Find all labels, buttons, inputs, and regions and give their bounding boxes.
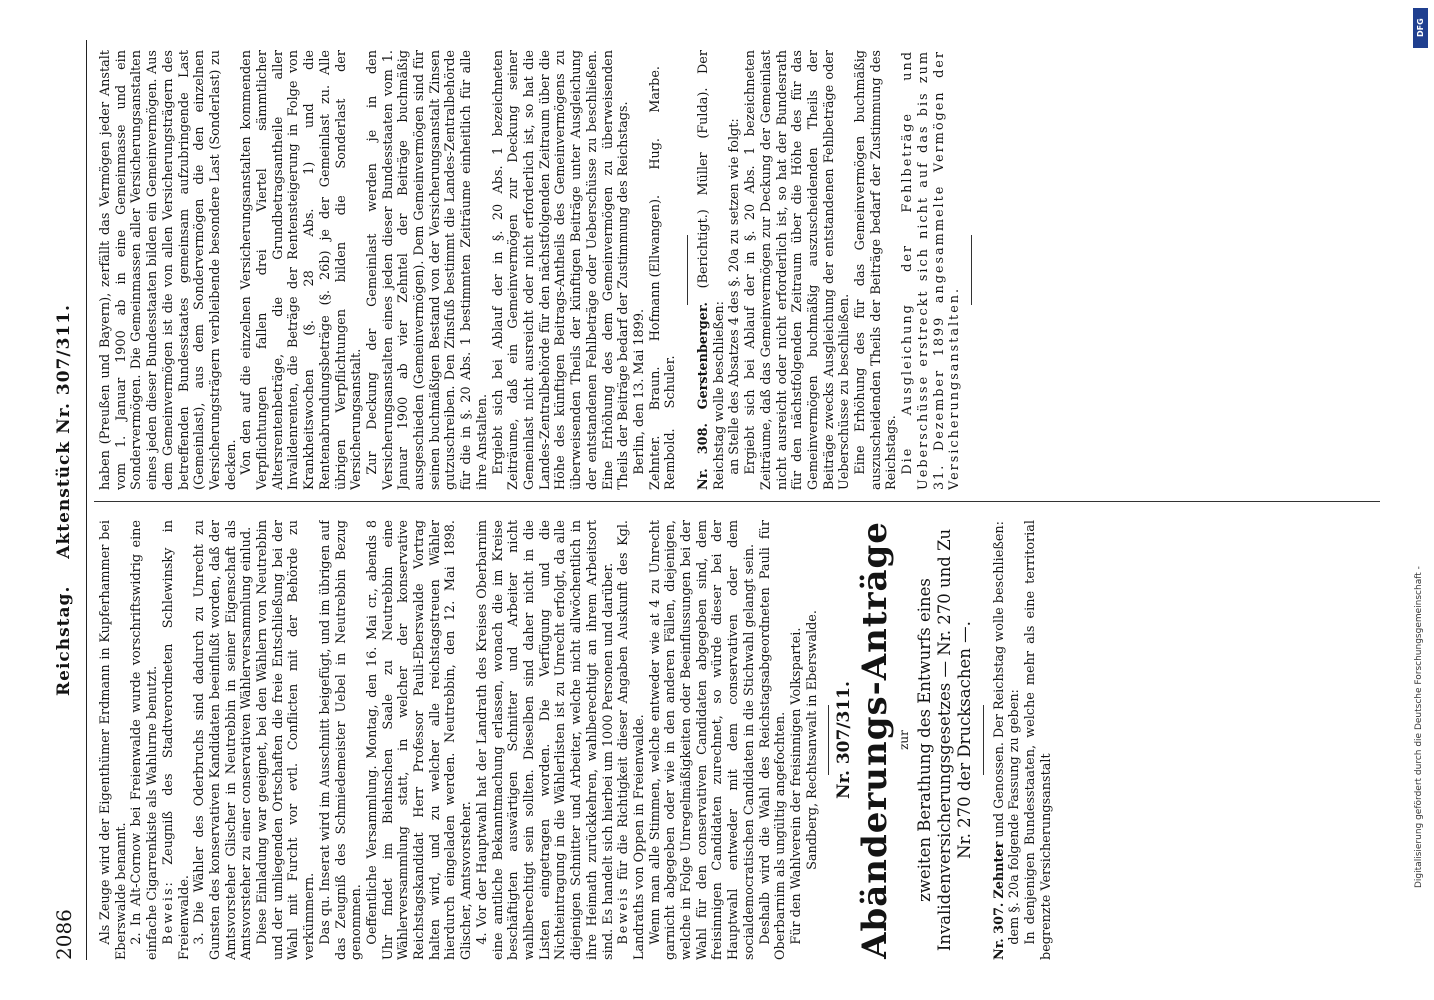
evidence-label: Beweis:: [160, 880, 176, 945]
section-title: Abänderungs-Anträge: [855, 521, 896, 959]
quoted-notice: Oeffentliche Versammlung. Montag, den 16. Mai cr., abends 8 Uhr findet im Biehnschen Saale zu Neutrebbin eine Wählerversammlung statt, in welcher der konservative Reichstagskandidat Herr Professor Pauli-Eberswalde Vortrag halten wird, und zu welcher alle reichstagstreuen Wähler hierdurch eingeladen werden. Neutrebbin, den 12. Mai 1898. Glischer, Amtsvorsteher.: [364, 520, 475, 960]
paragraph: Wenn man alle Stimmen, welche entweder wie at 4 zu Unrecht garnicht abgegeben oder wie in den anderen Fällen, diejenigen, welche in Folge Unregelmäßigkeiten oder Beeinflussungen bei der Wahl für den conservativen Candidaten abgegeben sind, dem freisinnigen Candidaten zurechnet, so würde dieser bei der Hauptwahl entweder mit dem conservativen oder dem socialdemocratischen Candidaten in die Stichwahl gelangt sein.: [647, 520, 757, 960]
paragraph: 4. Vor der Hauptwahl hat der Landrath des Kreises Oberbarnim eine amtliche Bekanntmachung erlassen, wonach die im Kreise beschäftigten auswärtigen Schnitter und Arbeiter nicht wahlberechtigt sein sollten. Dieselben sind daher nicht in die Listen eingetragen worden. Die Verfügung und die Nichteintragung in die Wählerlisten ist zu Unrecht erfolgt, da alle diejenigen Schnitter und Arbeiter, welche nicht allwöchentlich in ihre Heimath zurückkehren, wahlberechtigt an ihrem Arbeitsort sind. Es handelt sich hierbei um 1000 Personen und darüber.: [474, 520, 616, 960]
paragraph: 3. Die Wähler des Oderbruchs sind dadurch zu Unrecht zu Gunsten des konservativen Kandidaten beeinflußt worden, daß der Amtsvorsteher Glischer in Neutrebbin in seiner Eigenschaft als Amtsvorsteher zu einer conservativen Wählerversammlung einlud.: [192, 520, 255, 960]
paragraph: Deshalb wird die Wahl des Reichstagsabgeordneten Pauli für Oberbarnim als ungültig angefochten.: [757, 520, 789, 960]
section-subtitle: zweiten Berathung des Entwurfs eines Invalidenversicherungsgesetzes — Nr. 270 und Zu Nr. 270 der Drucksachen —.: [914, 528, 974, 952]
signer: Schuler.: [663, 355, 679, 409]
signatures: [648, 50, 679, 490]
section-zur: zur: [897, 730, 912, 750]
separator-rule: [983, 705, 984, 775]
motion-author: Gerstenberger.: [696, 302, 712, 410]
paragraph: haben (Preußen und Bayern), zerfällt das Vermögen jeder Anstalt vom 1. Januar 1900 ab in eine Gemeinmasse und ein Sondervermögen. Die Gemeinmassen aller Versicherungsanstalten eines jeden dieser Bundesstaaten bilden ein Gemeinvermögen. Aus dem Gemeinvermögen ist die von allen Versicherungsträgern des betreffenden Bundesstaates gemeinsam aufzubringende Last (Gemeinlast), aus dem Sondervermögen die den einzelnen Versicherungsträgern verbleibende besondere Last (Sonderlast) zu decken.: [98, 50, 239, 490]
signer: Hug.: [647, 138, 663, 170]
motion-number: Nr. 307.: [991, 902, 1007, 960]
column-divider: [94, 501, 1380, 502]
paragraph: Zur Deckung der Gemeinlast werden je in den Versicherungsanstalten eines jeden dieser Bundesstaaten vom 1. Januar 1900 ab vier Zehntel der Beiträge buchmäßig ausgeschieden (Gemeinvermögen). Dem Gemeinvermögen sind für seinen buchmäßigen Bestand von der Versicherungsanstalt Zinsen gutzuschreiben. Den Zinsfuß bestimmt die Landes-Zentralbehörde für die in §. 20 Abs. 1 bestimmten Zeiträume einheitlich für alle ihre Anstalten.: [364, 50, 490, 490]
rotated-document: [50, 40, 1390, 960]
paragraph: dem §. 20a folgende Fassung zu geben:: [1007, 689, 1023, 945]
left-column: [98, 520, 1378, 960]
signer: Marbe.: [647, 66, 663, 113]
paragraph: In denjenigen Bundesstaaten, welche mehr als eine territorial begrenzte Versicherungsanstalt: [1023, 520, 1054, 960]
digitization-credit: [1412, 8, 1430, 988]
paragraph: Von den auf die einzelnen Versicherungsanstalten kommenden Verpflichtungen fallen drei Viertel sämmtlicher Altersrentenbeträge, die Grundbetragsantheile aller Invalidenrenten, die Beträge der Rentensteigerung in Folge von Krankheitswochen (§. 28 Abs. 1) und die Rentenabrundungsbeträge (§. 26b) je der Gemeinlast zu. Alle übrigen Verpflichtungen bilden die Sonderlast der Versicherungsanstalt.: [239, 50, 365, 490]
signer: Braun.: [647, 366, 663, 411]
credit-text: Digitalisierung gefördert durch die Deutsche Forschungsgemeinschaft -: [1414, 566, 1424, 888]
motion-author: Zehnter: [991, 841, 1007, 899]
paragraph: Ergiebt sich bei Ablauf der in §. 20 Abs. 1 bezeichneten Zeiträume, daß das Gemeinvermögen zur Deckung der Gemeinlast nicht ausreicht oder nicht erforderlich ist, so hat der Bundesrath für den nächstfolgenden Zeitraum über die Höhe des für das Gemeinvermögen buchmäßig auszuscheidenden Theils der Beiträge zwecks Ausgleichung der entstandenen Fehlbeträge oder Ueberschüsse zu beschließen.: [743, 50, 853, 490]
motion-number: Nr. 308.: [696, 423, 712, 490]
paragraph: Eine Erhöhung des für das Gemeinvermögen buchmäßig auszuscheidenden Theils der Beiträge bedarf der Zustimmung des Reichstags.: [853, 50, 900, 490]
paragraph: Das qu. Inserat wird im Ausschnitt beigefügt, und im übrigen auf das Zeugniß des Schmiedemeister Uebel in Neutrebbin Bezug genommen.: [317, 520, 365, 960]
separator-rule: [687, 235, 688, 305]
paragraph: Diese Einladung war geeignet, bei den Wählern von Neutrebbin und der umliegenden Ortschaften die freie Entschließung bei der Wahl mit Furcht vor evtl. Conflicten mit der Behörde zu verkümmern.: [255, 520, 318, 960]
right-column: [98, 50, 1378, 490]
separator-rule: [971, 235, 972, 305]
separator-rule: [828, 705, 829, 775]
signature: Sandberg, Rechtsanwalt in Eberswalde.: [804, 610, 820, 870]
header-left-title: Reichstag.: [54, 585, 74, 696]
running-header: [50, 40, 87, 960]
motion-307: [992, 520, 1008, 960]
paragraph: 2. In Alt-Cornow bei Freienwalde wurde vorschriftswidrig eine einfache Cigarrenkiste als Wahlurne benutzt.: [129, 520, 161, 960]
dfg-logo: DFG: [1413, 8, 1428, 48]
paragraph: Als Zeuge wird der Eigenthümer Erdmann in Kupferhammer bei Eberswalde benannt.: [98, 520, 129, 960]
header-right-title: Aktenstück Nr. 307/311.: [54, 304, 74, 559]
paragraph: Für den Wahlverein der freisinnigen Volkspartei.: [788, 627, 804, 945]
paragraph: Ergiebt sich bei Ablauf der in §. 20 Abs. 1 bezeichneten Zeiträume, daß ein Gemeinvermögen zur Deckung seiner Gemeinlast nicht ausreicht oder nicht erforderlich ist, so hat die Landes-Zentralbehörde für den nächstfolgenden Zeitraum über die Höhe des künftigen Beitrags-Antheils des Gemeinvermögens zu überweisenden Theils der künftigen Beiträge unter Ausgleichung der entstandenen Fehlbeträge oder Ueberschüsse zu beschließen. Eine Erhöhung des dem Gemeinvermögen zu überweisenden Theils der Beiträge bedarf der Zustimmung des Reichstags.: [490, 50, 632, 490]
page-number: 2086: [52, 909, 76, 960]
signer: Hofmann (Ellwangen).: [647, 194, 663, 342]
date-line: Berlin, den 13. Mai 1899.: [631, 308, 647, 475]
motion-text: und Genossen. Der Reichstag wolle beschließen:: [991, 521, 1007, 838]
evidence-text: für die Richtigkeit dieser Angaben Auskunft des Kgl. Landraths von Oppen in Freienwalde.: [616, 520, 647, 960]
header-title: [54, 40, 74, 960]
evidence-text: Zeugniß des Stadtverordneten Schlewinsky in Freienwalde.: [160, 520, 192, 960]
section-number: Nr. 307/311.: [834, 681, 855, 799]
paragraph: Die Ausgleichung der Fehlbeträge und Ueberschüsse erstreckt sich nicht auf das bis zum 31. Dezember 1899 angesammelte Vermögen der Versicherungsanstalten.: [900, 50, 963, 490]
evidence-paragraph: [616, 520, 647, 960]
signer: Zehnter.: [647, 435, 663, 490]
paragraph: an Stelle des Absatzes 4 des §. 20a zu setzen wie folgt:: [727, 118, 743, 475]
motion-text: (Berichtigt.) Müller (Fulda). Der Reichstag wolle beschließen:: [696, 50, 727, 490]
motion-308: [696, 50, 727, 490]
evidence-label: Beweis: [616, 886, 632, 945]
evidence-paragraph: [161, 520, 192, 960]
signer: Rembold.: [663, 428, 679, 490]
